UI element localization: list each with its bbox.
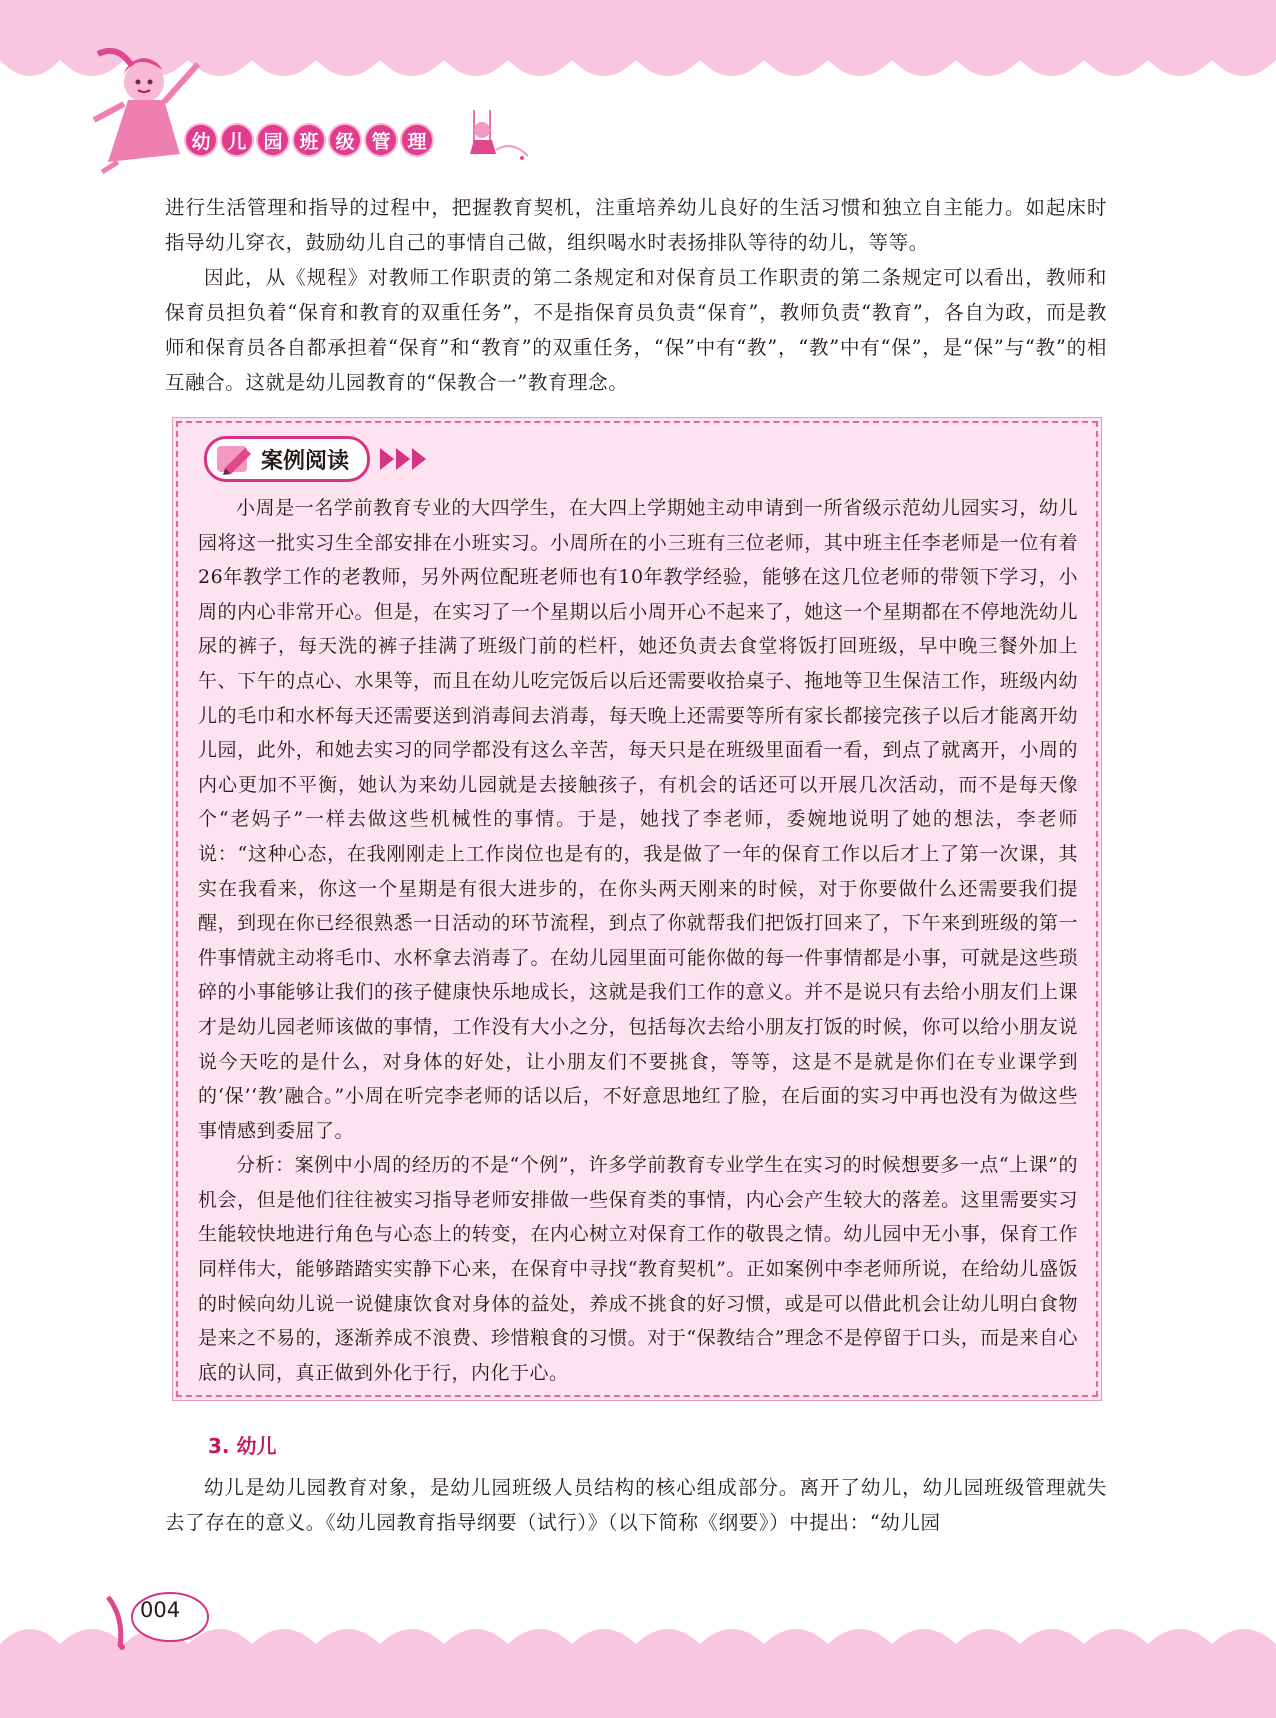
intro-text	[165, 190, 1107, 400]
case-text	[198, 491, 1078, 1390]
case-analysis: 分析：案例中小周的经历的不是“个例”，许多学前教育专业学生在实习的时候想要多一点“上课”的机会，但是他们往往被实习指导老师安排做一些保育类的事情，内心会产生较大的落差。这里需要实习生能较快地进行角色与心态上的转变，在内心树立对保育工作的敬畏之情。幼儿园中无小事，保育工作同样伟大，能够踏踏实实静下心来，在保育中寻找“教育契机”。正如案例中李老师所说，在给幼儿盛饭的时候向幼儿说一说健康饮食对身体的益处，养成不挑食的好习惯，或是可以借此机会让幼儿明白食物是来之不易的，逐渐养成不浪费、珍惜粮食的习惯。对于“保教结合”理念不是停留于口头，而是来自心底的认同，真正做到外化于行，内化于心。	[198, 1154, 1078, 1384]
header-char: 班	[294, 125, 324, 155]
case-label-pill	[204, 436, 370, 482]
section-paragraph-1: 幼儿是幼儿园教育对象，是幼儿园班级人员结构的核心组成部分。离开了幼儿，幼儿园班级管理就失去了存在的意义。《幼儿园教育指导纲要（试行）》（以下简称《纲要》）中提出：“幼儿园	[165, 1476, 1107, 1534]
header-char: 儿	[222, 125, 252, 155]
header-char: 理	[402, 125, 432, 155]
triple-arrow-icon	[378, 448, 426, 470]
header-char: 园	[258, 125, 288, 155]
section-text	[165, 1470, 1107, 1540]
swing-fairy-illustration	[452, 110, 532, 170]
header-char: 幼	[186, 125, 216, 155]
intro-paragraph-2: 因此，从《规程》对教师工作职责的第二条规定和对保育员工作职责的第二条规定可以看出，教师和保育员担负着“保育和教育的双重任务”，不是指保育员负责“保育”，教师负责“教育”，各自为政，而是教师和保育员各自都承担着“保育”和“教育”的双重任务，“保”中有“教”，“教”中有“保”，是“保”与“教”的相互融合。这就是幼儿园教育的“保教合一”教育理念。	[165, 266, 1107, 394]
case-label: 案例阅读	[261, 448, 350, 474]
header-char: 级	[330, 125, 360, 155]
header-char: 管	[366, 125, 396, 155]
page-number: 004	[140, 1598, 181, 1622]
case-reading-badge	[204, 437, 426, 481]
case-story: 小周是一名学前教育专业的大四学生，在大四上学期她主动申请到一所省级示范幼儿园实习，幼儿园将这一批实习生全部安排在小班实习。小周所在的小三班有三位老师，其中班主任李老师是一位有着26年教学工作的老教师，另外两位配班老师也有10年教学经验，能够在这几位老师的带领下学习，小周的内心非常开心。但是，在实习了一个星期以后小周开心不起来了，她这一个星期都在不停地洗幼儿尿的裤子，每天洗的裤子挂满了班级门前的栏杆，她还负责去食堂将饭打回班级，早中晚三餐外加上午、下午的点心、水果等，而且在幼儿吃完饭后以后还需要收拾桌子、拖地等卫生保洁工作，班级内幼儿的毛巾和水杯每天还需要送到消毒间去消毒，每天晚上还需要等所有家长都接完孩子以后才能离开幼儿园，此外，和她去实习的同学都没有这么辛苦，每天只是在班级里面看一看，到点了就离开，小周的内心更加不平衡，她认为来幼儿园就是去接触孩子，有机会的话还可以开展几次活动，而不是每天像个“老妈子”一样去做这些机械性的事情。于是，她找了李老师，委婉地说明了她的想法，李老师说：“这种心态，在我刚刚走上工作岗位也是有的，我是做了一年的保育工作以后才上了第一次课，其实在我看来，你这一个星期是有很大进步的，在你头两天刚来的时候，对于你要做什么还需要我们提醒，到现在你已经很熟悉一日活动的环节流程，到点了你就帮我们把饭打回来了，下午来到班级的第一件事情就主动将毛巾、水杯拿去消毒了。在幼儿园里面可能你做的每一件事情都是小事，可就是这些琐碎的小事能够让我们的孩子健康快乐地成长，这就是我们工作的意义。并不是说只有去给小朋友们上课才是幼儿园老师该做的事情，工作没有大小之分，包括每次去给小朋友打饭的时候，你可以给小朋友说说今天吃的是什么，对身体的好处，让小朋友们不要挑食，等等，这是不是就是你们在专业课学到的‘保’‘教’融合。”小周在听完李老师的话以后，不好意思地红了脸，在后面的实习中再也没有为做这些事情感到委屈了。	[198, 497, 1078, 1142]
pencil-icon	[215, 442, 255, 476]
intro-paragraph-1: 进行生活管理和指导的过程中，把握教育契机，注重培养幼儿良好的生活习惯和独立自主能力。如起床时指导幼儿穿衣，鼓励幼儿自己的事情自己做，组织喝水时表扬排队等待的幼儿，等等。	[165, 196, 1107, 254]
section-heading: 3. 幼儿	[208, 1434, 277, 1458]
running-header-title	[186, 118, 432, 162]
